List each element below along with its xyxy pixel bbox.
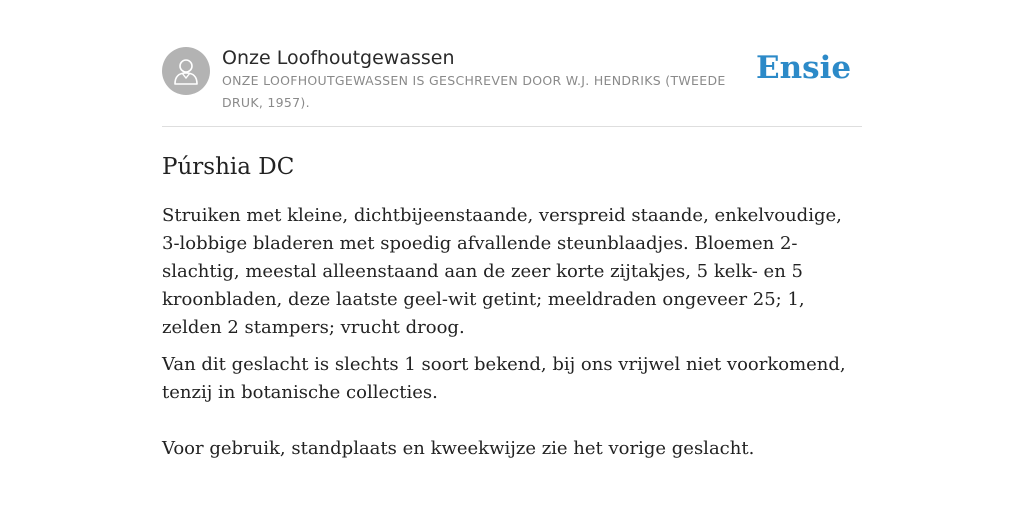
book-description: ONZE LOOFHOUTGEWASSEN IS GESCHREVEN DOOR W.J. HENDRIKS (TWEEDE DRUK, 1957).: [222, 73, 726, 110]
user-icon: [173, 57, 199, 85]
entry-paragraph: Van dit geslacht is slechts 1 soort bekend, bij ons vrijwel niet voorkomend, tenzij in botanische collecties.: [162, 354, 846, 403]
entry-paragraph: Struiken met kleine, dichtbijeenstaande, verspreid staande, enkelvoudige, 3-lobbige bladeren met spoedig afvallende steunblaadjes. Bloemen 2-slachtig, meestal alleenstaand aan de zeer korte zijtakjes, 5 kelk- en 5 kroonbladen, deze laatste geel-wit getint; meeldraden ongeveer 25; 1, zelden 2 stampers; vrucht droog.: [162, 205, 842, 338]
book-title[interactable]: Onze Loofhoutgewassen: [222, 47, 455, 69]
entry-paragraph: Voor gebruik, standplaats en kweekwijze zie het vorige geslacht.: [162, 438, 755, 459]
source-avatar[interactable]: [162, 47, 210, 95]
article: [162, 46, 862, 463]
source-header: [162, 46, 862, 127]
brand-logo[interactable]: Ensie: [756, 50, 852, 86]
source-meta: [222, 46, 742, 114]
entry-title: Púrshia DC: [162, 154, 295, 180]
